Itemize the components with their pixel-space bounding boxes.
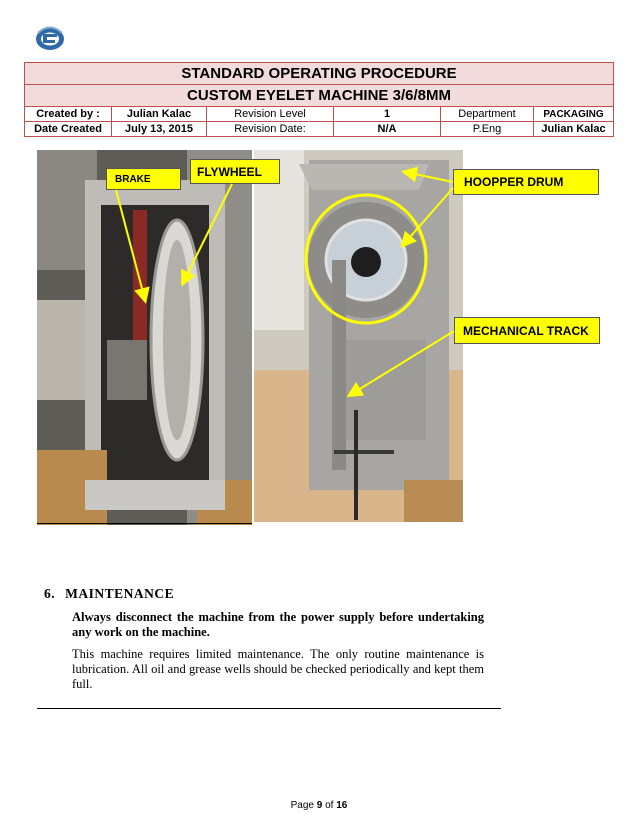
document-subtitle: CUSTOM EYELET MACHINE 3/6/8MM: [25, 85, 614, 107]
created-by-label: Created by :: [25, 107, 112, 122]
created-by-value: Julian Kalac: [112, 107, 207, 122]
section-title: MAINTENANCE: [65, 586, 175, 601]
company-logo-icon: [34, 24, 66, 52]
approver-value: Julian Kalac: [534, 122, 614, 137]
revision-level-value: 1: [334, 107, 441, 122]
callout-hopper-drum: HOOPPER DRUM: [453, 169, 599, 195]
page-prefix: Page: [290, 800, 317, 811]
revision-date-value: N/A: [334, 122, 441, 137]
revision-level-label: Revision Level: [207, 107, 334, 122]
page-footer: [0, 800, 638, 811]
section-heading: [44, 586, 484, 602]
date-created-value: July 13, 2015: [112, 122, 207, 137]
callout-flywheel: FLYWHEEL: [190, 159, 280, 184]
maintenance-section: [44, 586, 484, 692]
maintenance-paragraph: This machine requires limited maintenance. The only routine maintenance is lubrication. All oil and grease wells should be checked periodically and kept them full.: [72, 647, 484, 691]
department-value: PACKAGING: [534, 107, 614, 122]
approver-label: P.Eng: [441, 122, 534, 137]
page-current: 9: [316, 800, 323, 811]
department-label: Department: [441, 107, 534, 122]
section-underline: [37, 708, 501, 709]
revision-date-label: Revision Date:: [207, 122, 334, 137]
document-header-table: [24, 62, 614, 137]
hopper-track-photo: [254, 150, 463, 522]
date-created-label: Date Created: [25, 122, 112, 137]
brake-flywheel-photo: [37, 150, 252, 525]
section-number: 6.: [44, 586, 56, 601]
callout-brake: BRAKE: [106, 168, 181, 190]
page-total: 16: [336, 800, 348, 811]
document-title: STANDARD OPERATING PROCEDURE: [25, 63, 614, 85]
safety-warning: Always disconnect the machine from the power supply before undertaking any work on the machine.: [72, 610, 484, 639]
photo-underline: [37, 523, 252, 524]
page-of: of: [322, 800, 337, 811]
callout-mechanical-track: MECHANICAL TRACK: [454, 317, 600, 344]
